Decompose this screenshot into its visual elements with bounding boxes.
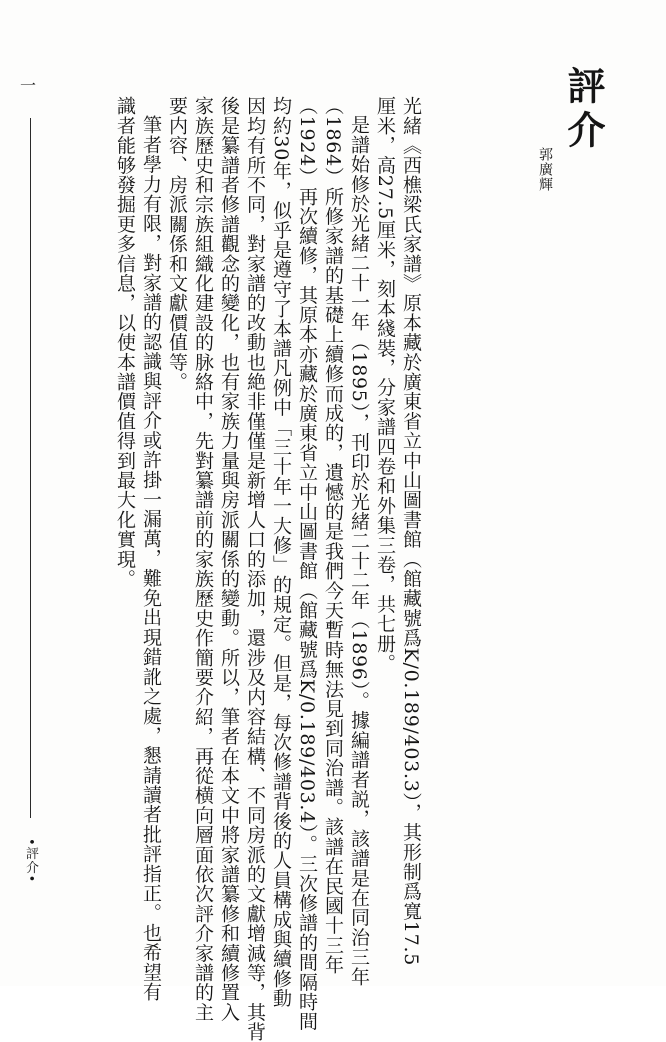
author-name: 郭廣輝	[537, 147, 553, 192]
text-column: 厘米，高27.5厘米，刻本綫裝，分家譜四卷和外集三卷，共七册。	[374, 96, 396, 674]
section-title: 評介	[561, 66, 606, 154]
running-head: •評介•	[23, 838, 38, 884]
text-column: 筆者學力有限，對家譜的認識與評介或許掛一漏萬，難免出現錯訛之處，懇請讀者批評指正。也希望有	[140, 115, 162, 1002]
text-column: 是譜始修於光緒二十一年（1895），刊印於光緒二十二年（1896）。據編譜者説，該譜是在同治三年	[348, 115, 370, 987]
text-column: 均約30年，似乎是遵守了本譜凡例中「三十年一大修」的規定。但是，每次修譜背後的人員構成與續修動	[270, 96, 292, 1009]
text-column: 要内容、房派關係和文獻價值等。	[166, 96, 188, 392]
text-column: （1924）再次續修，其原本亦藏於廣東省立中山圖書館（館藏號爲K/0.189/403.4）。三次修譜的間隔時間	[296, 96, 318, 1032]
page-number: 一	[20, 76, 37, 95]
text-column: （1864）所修家譜的基礎上續修而成的，遺憾的是我們今天暫時無法見到同治譜。該譜在民國十三年	[322, 96, 344, 975]
text-column: 後是纂譜者修譜觀念的變化，也有家族力量與房派關係的變動。所以，筆者在本文中將家譜纂修和續修置入	[218, 96, 240, 1022]
text-column: 識者能够發掘更多信息，以使本譜價值得到最大化實現。	[114, 96, 136, 589]
text-column: 光緒《西樵梁氏家譜》原本藏於廣東省立中山圖書館（館藏號爲K/0.189/403.3），其形制爲寬17.5	[400, 96, 422, 966]
text-column: 因均有所不同，對家譜的改動也絶非僅僅是新增人口的添加，還涉及内容結構、不同房派的文獻增減等，其背	[244, 96, 266, 1042]
text-column: 家族歷史和宗族組織化建設的脉絡中，先對纂譜前的家族歷史作簡要介紹，再從横向層面依次評介家譜的主	[192, 96, 214, 1022]
margin-rule	[30, 118, 31, 818]
